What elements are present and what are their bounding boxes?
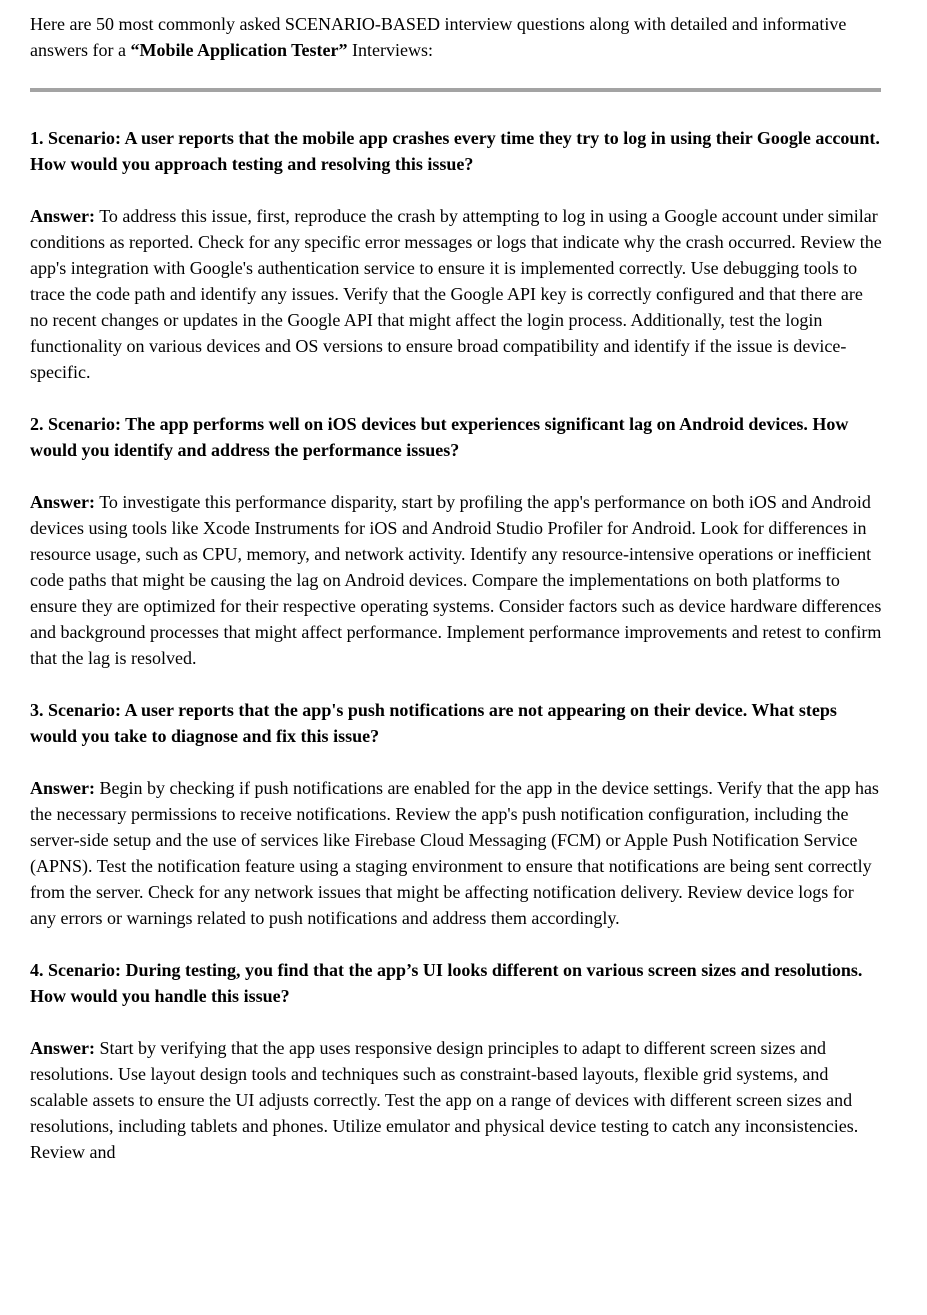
qa-item	[30, 125, 882, 385]
answer-label: Answer:	[30, 778, 95, 798]
question-heading: 2. Scenario: The app performs well on iOS devices but experiences significant lag on Android devices. How would you identify and address the performance issues?	[30, 414, 849, 460]
answer-paragraph	[30, 775, 882, 931]
answer-label: Answer:	[30, 492, 95, 512]
answer-label: Answer:	[30, 1038, 95, 1058]
answer-paragraph	[30, 1035, 882, 1165]
answer-text: Begin by checking if push notifications are enabled for the app in the device settings. Verify that the app has the necessary permissions to receive notifications. Review the app's push notification configuration, including the server-side setup and the use of services like Firebase Cloud Messaging (FCM) or Apple Push Notification Service (APNS). Test the notification feature using a staging environment to ensure that notifications are being sent correctly from the server. Check for any network issues that might be affecting notification delivery. Review device logs for any errors or warnings related to push notifications and address them accordingly.	[30, 778, 879, 928]
section-divider	[30, 88, 881, 92]
question-heading: 1. Scenario: A user reports that the mobile app crashes every time they try to log in using their Google account. How would you approach testing and resolving this issue?	[30, 128, 880, 174]
answer-text: To investigate this performance disparity, start by profiling the app's performance on both iOS and Android devices using tools like Xcode Instruments for iOS and Android Studio Profiler for Android. Look for differences in resource usage, such as CPU, memory, and network activity. Identify any resource-intensive operations or inefficient code paths that might be causing the lag on Android devices. Compare the implementations on both platforms to ensure they are optimized for their respective operating systems. Consider factors such as device hardware differences and background processes that might affect performance. Implement performance improvements and retest to confirm that the lag is resolved.	[30, 492, 882, 668]
intro-paragraph	[30, 11, 882, 63]
answer-text: Start by verifying that the app uses responsive design principles to adapt to different screen sizes and resolutions. Use layout design tools and techniques such as constraint-based layouts, flexible grid systems, and scalable assets to ensure the UI adjusts correctly. Test the app on a range of devices with different screen sizes and resolutions, including tablets and phones. Utilize emulator and physical device testing to catch any inconsistencies. Review and	[30, 1038, 859, 1162]
question-heading: 3. Scenario: A user reports that the app's push notifications are not appearing on their device. What steps would you take to diagnose and fix this issue?	[30, 700, 837, 746]
intro-text-after: Interviews:	[347, 40, 433, 60]
qa-item	[30, 697, 882, 931]
qa-list	[30, 125, 882, 1165]
answer-paragraph	[30, 489, 882, 671]
intro-bold-title: “Mobile Application Tester”	[130, 40, 348, 60]
answer-label: Answer:	[30, 206, 95, 226]
qa-item	[30, 957, 882, 1165]
qa-item	[30, 411, 882, 671]
text-column	[30, 11, 882, 1165]
document-page	[30, 0, 912, 1165]
answer-text: To address this issue, first, reproduce the crash by attempting to log in using a Google account under similar conditions as reported. Check for any specific error messages or logs that indicate why the crash occurred. Review the app's integration with Google's authentication service to ensure it is implemented correctly. Use debugging tools to trace the code path and identify any issues. Verify that the Google API key is correctly configured and that there are no recent changes or updates in the Google API that might affect the login process. Additionally, test the login functionality on various devices and OS versions to ensure broad compatibility and identify if the issue is device-specific.	[30, 206, 882, 382]
intro-text-before: Here are 50 most commonly asked SCENARIO-BASED interview questions along with detailed and informative answers for a	[30, 14, 847, 60]
answer-paragraph	[30, 203, 882, 385]
question-heading: 4. Scenario: During testing, you find that the app’s UI looks different on various screen sizes and resolutions. How would you handle this issue?	[30, 960, 863, 1006]
